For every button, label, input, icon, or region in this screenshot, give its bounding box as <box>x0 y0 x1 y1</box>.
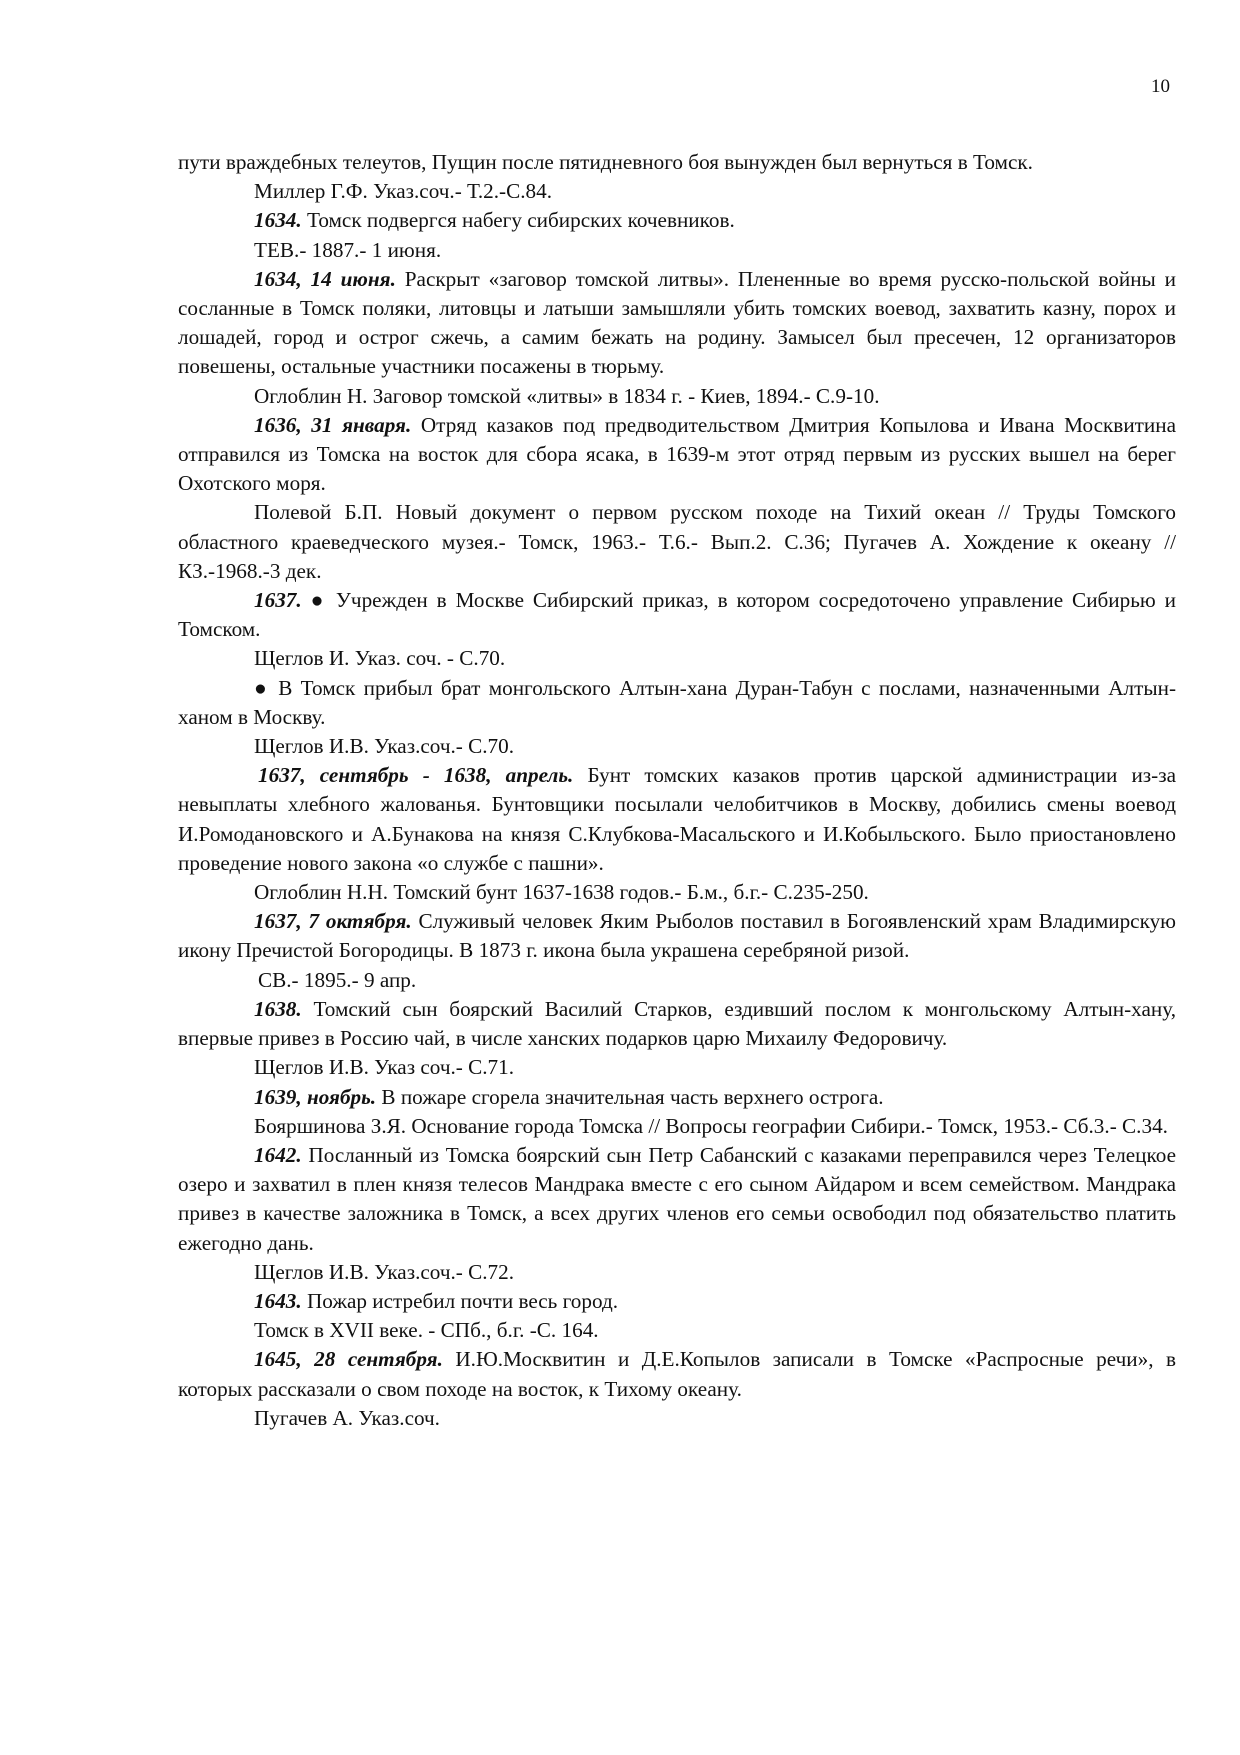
chronicle-entry <box>178 1345 1176 1403</box>
chronicle-entry <box>178 411 1176 499</box>
entry-text: Оглоблин Н. Заговор томской «литвы» в 1834 г. - Киев, 1894.- С.9-10. <box>254 383 880 408</box>
chronicle-entry <box>178 206 1176 235</box>
chronicle-text <box>178 148 1176 1433</box>
entry-text: Посланный из Томска боярский сын Петр Сабанский с казаками переправился через Телецкое озеро и захватил в плен князя телесов Мандрака вместе с его сыном Айдаром и всем семейством. Мандрака привез в качестве заложника в Томск, а всех других членов его семьи освободил под обязательство платить ежегодно дань. <box>178 1142 1176 1255</box>
entry-text: ● В Томск прибыл брат монгольского Алтын-хана Дуран-Табун с послами, назначенными Алтын-ханом в Москву. <box>178 675 1176 729</box>
entry-date: 1636, 31 января. <box>254 412 412 437</box>
entry-text: Пугачев А. Указ.соч. <box>254 1405 440 1430</box>
chronicle-entry <box>178 1083 1176 1112</box>
source-reference <box>178 382 1176 411</box>
source-reference <box>178 732 1176 761</box>
entry-text: В пожаре сгорела значительная часть верхнего острога. <box>376 1084 884 1109</box>
entry-text: Бояршинова З.Я. Основание города Томска // Вопросы географии Сибири.- Томск, 1953.- Сб.3.- С.34. <box>254 1113 1168 1138</box>
entry-text: Оглоблин Н.Н. Томский бунт 1637-1638 годов.- Б.м., б.г.- С.235-250. <box>254 880 869 905</box>
paragraph-continuation <box>178 148 1176 177</box>
entry-text: Раскрыт «заговор томской литвы». Плененные во время русско-польской войны и сосланные в Томск поляки, литовцы и латыши замышляли убить томских воевод, захватить казну, порох и лошадей, город и острог сжечь, а самим бежать на родину. Замысел был пресечен, 12 организаторов повешены, остальные участники посажены в тюрьму. <box>178 266 1177 379</box>
chronicle-entry <box>178 1287 1176 1316</box>
chronicle-entry <box>178 761 1176 878</box>
entry-text: Отряд казаков под предводительством Дмитрия Копылова и Ивана Москвитина отправился из Томска на восток для сбора ясака, в 1639-м этот отряд первым из русских вышел на берег Охотского моря. <box>178 412 1176 496</box>
entry-date: 1637, сентябрь - 1638, апрель. <box>258 763 574 788</box>
chronicle-entry <box>178 1141 1176 1258</box>
chronicle-entry <box>178 907 1176 965</box>
source-reference <box>178 966 1176 995</box>
source-reference <box>178 1258 1176 1287</box>
entry-text: Бунт томских казаков против царской администрации из-за невыплаты хлебного жалованья. Бунтовщики посылали челобитчиков в Москву, добились смены воевод И.Ромодановского и А.Бунакова на князя С.Клубкова-Масальского и И.Кобыльского. Было приостановлено проведение нового закона «о службе с пашни». <box>178 763 1176 875</box>
entry-text: ТЕВ.- 1887.- 1 июня. <box>254 237 442 262</box>
entry-date: 1634, 14 июня. <box>254 266 396 291</box>
entry-date: 1637. <box>254 588 302 613</box>
entry-text: Томский сын боярский Василий Старков, ездивший послом к монгольскому Алтын-хану, впервые привез в Россию чай, в числе ханских подарков царю Михаилу Федоровичу. <box>178 996 1176 1051</box>
entry-date: 1643. <box>254 1288 302 1313</box>
entry-date: 1639, ноябрь. <box>254 1084 377 1109</box>
entry-date: 1642. <box>254 1142 302 1167</box>
entry-text: СВ.- 1895.- 9 апр. <box>258 967 417 992</box>
entry-text: Служивый человек Яким Рыболов поставил в Богоявленский храм Владимирскую икону Пречистой Богородицы. В 1873 г. икона была украшена серебряной ризой. <box>178 909 1176 963</box>
chronicle-entry <box>178 265 1176 382</box>
source-reference <box>178 1404 1176 1433</box>
entry-text: Щеглов И. Указ. соч. - С.70. <box>254 646 506 671</box>
entry-date: 1645, 28 сентября. <box>254 1347 443 1372</box>
entry-text: пути враждебных телеутов, Пущин после пятидневного боя вынужден был вернуться в Томск. <box>178 150 1033 174</box>
entry-text: Щеглов И.В. Указ соч.- С.71. <box>254 1055 515 1080</box>
entry-date: 1638. <box>254 996 302 1021</box>
entry-date: 1637, 7 октября. <box>254 909 412 934</box>
source-reference <box>178 236 1176 265</box>
chronicle-entry <box>178 995 1176 1053</box>
chronicle-entry <box>178 586 1176 644</box>
entry-text: Щеглов И.В. Указ.соч.- С.72. <box>254 1259 515 1284</box>
chronicle-entry <box>178 674 1176 732</box>
page-number: 10 <box>1151 76 1170 97</box>
entry-date: 1634. <box>254 208 302 233</box>
source-reference <box>178 177 1176 206</box>
entry-text: Миллер Г.Ф. Указ.соч.- Т.2.-С.84. <box>254 179 553 204</box>
source-reference <box>178 1053 1176 1082</box>
source-reference <box>178 878 1176 907</box>
entry-text: И.Ю.Москвитин и Д.Е.Копылов записали в Томске «Распросные речи», в которых рассказали о свом походе на восток, к Тихому океану. <box>178 1347 1176 1401</box>
source-reference <box>178 498 1176 586</box>
source-reference <box>178 1316 1176 1345</box>
entry-text: Томск в XVII веке. - СПб., б.г. -С. 164. <box>254 1318 599 1343</box>
entry-text: Пожар истребил почти весь город. <box>301 1288 619 1313</box>
source-reference <box>178 1112 1176 1141</box>
entry-text: Щеглов И.В. Указ.соч.- С.70. <box>254 734 515 759</box>
source-reference <box>178 644 1176 673</box>
entry-text: Полевой Б.П. Новый документ о первом русском походе на Тихий океан // Труды Томского областного краеведческого музея.- Томск, 1963.- Т.6.- Вып.2. С.36; Пугачев А. Хождение к океану // КЗ.-1968.-3 дек. <box>178 500 1176 583</box>
entry-text: ● Учрежден в Москве Сибирский приказ, в котором сосредоточено управление Сибирью и Томском. <box>178 588 1176 642</box>
entry-text: Томск подвергся набегу сибирских кочевников. <box>301 208 735 233</box>
